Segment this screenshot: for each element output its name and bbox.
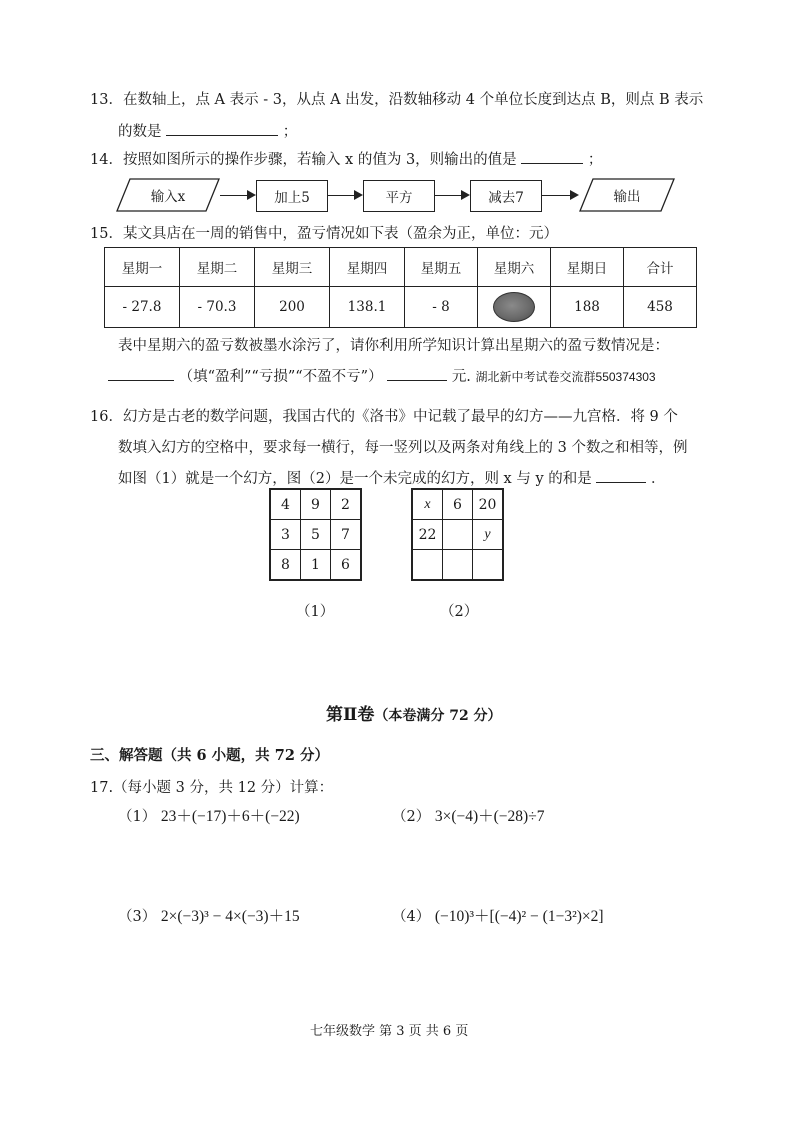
watermark-text: 湖北新中考试卷交流群550374303	[475, 370, 656, 384]
square2-cell-empty	[443, 520, 473, 550]
header-sun: 星期日	[551, 248, 624, 287]
header-fri: 星期五	[405, 248, 478, 287]
q16-line3	[118, 467, 665, 488]
profit-table-value-row	[105, 287, 697, 328]
square2-caption: （2）	[440, 604, 479, 620]
q17-p4-expression: (−10)³＋[(−4)² − (1−3²)×2]	[434, 908, 604, 925]
value-sat-ink-stain	[478, 287, 551, 328]
value-fri: - 8	[405, 287, 478, 328]
q17-intro: 17.（每小题 3 分，共 12 分）计算：	[90, 780, 334, 796]
value-total: 458	[624, 287, 697, 328]
square2-row	[412, 550, 503, 581]
q16-line2: 数填入幻方的空格中，要求每一横行，每一竖列以及两条对角线上的 3 个数之和相等，例	[118, 440, 688, 456]
part2-heading	[326, 700, 502, 725]
q14-question: 14．按照如图所示的操作步骤，若输入 x 的值为 3，则输出的值是	[90, 152, 517, 168]
square1-cell: 5	[301, 520, 331, 550]
q17-p1-label: （1）	[118, 809, 157, 825]
q13-line2-text: 的数是	[118, 124, 162, 140]
flow-step-add5: 加上5	[256, 180, 328, 212]
q14-flowchart	[116, 178, 676, 214]
q14-answer-blank[interactable]	[521, 149, 583, 164]
magic-square-1	[269, 488, 362, 581]
value-wed: 200	[255, 287, 330, 328]
q15-note-line2	[108, 365, 656, 386]
square2-cell: 6	[443, 489, 473, 520]
flow-step-input: 输入x	[150, 189, 186, 205]
square1-cell: 7	[331, 520, 362, 550]
square1-row	[270, 489, 361, 520]
square2-cell: 20	[473, 489, 504, 520]
profit-table-header-row	[105, 248, 697, 287]
q13-line2	[118, 120, 297, 141]
q13-line2-end: ；	[282, 124, 298, 140]
q17-p2-label: （2）	[392, 809, 431, 825]
q17-part4	[392, 904, 604, 926]
q17-p3-expression: 2×(−3)³ − 4×(−3)＋15	[160, 908, 300, 925]
square1-cell: 6	[331, 550, 362, 581]
q15-text: 15．某文具店在一周的销售中，盈亏情况如下表（盈余为正，单位：元）	[90, 226, 558, 242]
ink-stain-icon	[493, 292, 535, 322]
q16-answer-blank[interactable]	[596, 468, 646, 483]
square2-row	[412, 489, 503, 520]
q13-answer-blank[interactable]	[166, 121, 278, 136]
square1-cell: 2	[331, 489, 362, 520]
header-thu: 星期四	[330, 248, 405, 287]
part2-subtitle: （本卷满分 72 分）	[374, 708, 502, 724]
value-thu: 138.1	[330, 287, 405, 328]
q17-p2-expression: 3×(−4)＋(−28)÷7	[434, 808, 545, 825]
square2-cell: 22	[412, 520, 443, 550]
flow-step-output: 输出	[613, 189, 641, 205]
square1-cell: 4	[270, 489, 301, 520]
q17-p1-expression: 23＋(−17)＋6＋(−22)	[160, 808, 300, 825]
square2-cell-x: x	[412, 489, 443, 520]
square1-row	[270, 520, 361, 550]
q17-part3	[118, 904, 300, 926]
flow-arrow-3	[434, 195, 468, 196]
square2-cell-empty	[473, 550, 504, 581]
square1-cell: 8	[270, 550, 301, 581]
square1-cell: 1	[301, 550, 331, 581]
part2-title: 第Ⅱ卷	[326, 705, 375, 725]
q17-part2	[392, 804, 544, 826]
square2-row	[412, 520, 503, 550]
header-mon: 星期一	[105, 248, 180, 287]
flow-step-square: 平方	[363, 180, 435, 212]
square1-cell: 3	[270, 520, 301, 550]
square1-row	[270, 550, 361, 581]
square2-cell-empty	[412, 550, 443, 581]
square2-cell-empty	[443, 550, 473, 581]
q17-part1	[118, 804, 300, 826]
header-tue: 星期二	[180, 248, 255, 287]
section3-heading: 三、解答题（共 6 小题，共 72 分）	[90, 747, 329, 764]
q14-text	[90, 148, 602, 169]
flow-arrow-2	[327, 195, 361, 196]
value-tue: - 70.3	[180, 287, 255, 328]
q15-answer-blank-1[interactable]	[108, 366, 174, 381]
header-wed: 星期三	[255, 248, 330, 287]
header-total: 合计	[624, 248, 697, 287]
flow-arrow-4	[541, 195, 577, 196]
q13-line1: 13．在数轴上，点 A 表示 - 3，从点 A 出发，沿数轴移动 4 个单位长度到达点 B，则点 B 表示	[90, 92, 704, 108]
value-sun: 188	[551, 287, 624, 328]
q15-note-fill: （填“盈利”“亏损”“不盈不亏”）	[178, 369, 383, 385]
value-mon: - 27.8	[105, 287, 180, 328]
q15-answer-blank-2[interactable]	[387, 366, 447, 381]
q15-note-unit: 元.	[451, 369, 471, 385]
header-sat: 星期六	[478, 248, 551, 287]
q17-p4-label: （4）	[392, 909, 431, 925]
square1-cell: 9	[301, 489, 331, 520]
flow-arrow-1	[220, 195, 254, 196]
q16-line1: 16．幻方是古老的数学问题，我国古代的《洛书》中记载了最早的幻方——九宫格．将 9 个	[90, 409, 678, 425]
flow-step-minus7: 减去7	[470, 180, 542, 212]
page-footer: 七年级数学 第 3 页 共 6 页	[310, 1024, 469, 1039]
profit-table	[104, 247, 697, 328]
q16-line3-text: 如图（1）就是一个幻方，图（2）是一个未完成的幻方，则 x 与 y 的和是	[118, 471, 592, 487]
q15-note-line1: 表中星期六的盈亏数被墨水涂污了，请你利用所学知识计算出星期六的盈亏数情况是：	[118, 338, 669, 354]
q14-question-end: ；	[587, 152, 603, 168]
q17-p3-label: （3）	[118, 909, 157, 925]
q16-line3-end: ．	[650, 471, 666, 487]
magic-square-2	[411, 488, 504, 581]
square1-caption: （1）	[296, 604, 335, 620]
square2-cell-y: y	[473, 520, 504, 550]
